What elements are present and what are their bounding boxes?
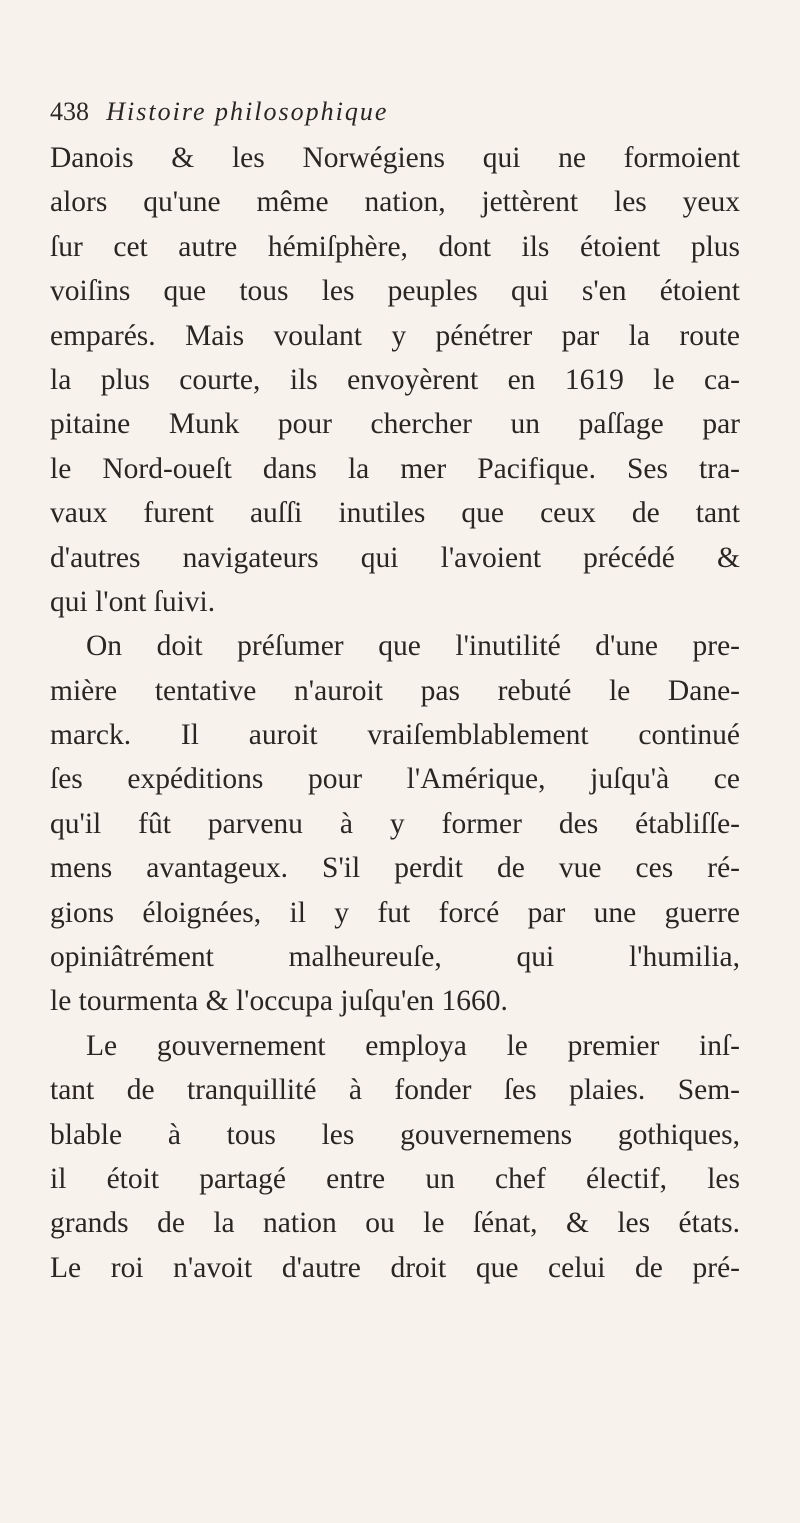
text-line: emparés. Mais voulant y pénétrer par la route — [50, 319, 740, 352]
text-line: marck. Il auroit vraiſemblablement continué — [50, 719, 740, 752]
text-line: Le gouvernement employa le premier inſ- — [86, 1029, 740, 1062]
running-head — [50, 92, 730, 132]
text-line: le tourmenta & l'occupa juſqu'en 1660. — [50, 985, 508, 1018]
text-line: d'autres navigateurs qui l'avoient précédé & — [50, 541, 740, 574]
text-line: grands de la nation ou le ſénat, & les états. — [50, 1207, 740, 1240]
text-line: vaux furent auſſi inutiles que ceux de tant — [50, 497, 740, 530]
text-line: le Nord-oueſt dans la mer Pacifique. Ses tra- — [50, 452, 740, 485]
text-line: qu'il fût parvenu à y former des établiſſe- — [50, 807, 740, 840]
text-line: il étoit partagé entre un chef électif, les — [50, 1162, 740, 1195]
text-line: tant de tranquillité à fonder ſes plaies. Sem- — [50, 1074, 740, 1107]
text-line: On doit préſumer que l'inutilité d'une pre- — [86, 630, 740, 663]
body-text — [50, 136, 740, 1290]
page-number: 438 — [50, 97, 89, 126]
text-line: opiniâtrément malheureuſe, qui l'humilia, — [50, 941, 740, 974]
text-line: mière tentative n'auroit pas rebuté le Dane- — [50, 674, 740, 707]
text-line: blable à tous les gouvernemens gothiques, — [50, 1118, 740, 1151]
text-line: Le roi n'avoit d'autre droit que celui de pré- — [50, 1251, 740, 1284]
text-line: qui l'ont ſuivi. — [50, 585, 216, 618]
text-line: ſur cet autre hémiſphère, dont ils étoient plus — [50, 230, 740, 263]
text-line: la plus courte, ils envoyèrent en 1619 le ca- — [50, 363, 740, 396]
text-line: Danois & les Norwégiens qui ne formoient — [50, 142, 740, 174]
running-title: Histoire philosophique — [106, 97, 389, 126]
text-line: pitaine Munk pour chercher un paſſage par — [50, 408, 740, 441]
text-line: mens avantageux. S'il perdit de vue ces ré- — [50, 852, 740, 885]
text-line: alors qu'une même nation, jettèrent les yeux — [50, 186, 740, 219]
text-line: ſes expéditions pour l'Amérique, juſqu'à ce — [50, 763, 740, 796]
text-line: voiſins que tous les peuples qui s'en étoient — [50, 275, 740, 308]
text-line: gions éloignées, il y fut forcé par une guerre — [50, 896, 740, 929]
